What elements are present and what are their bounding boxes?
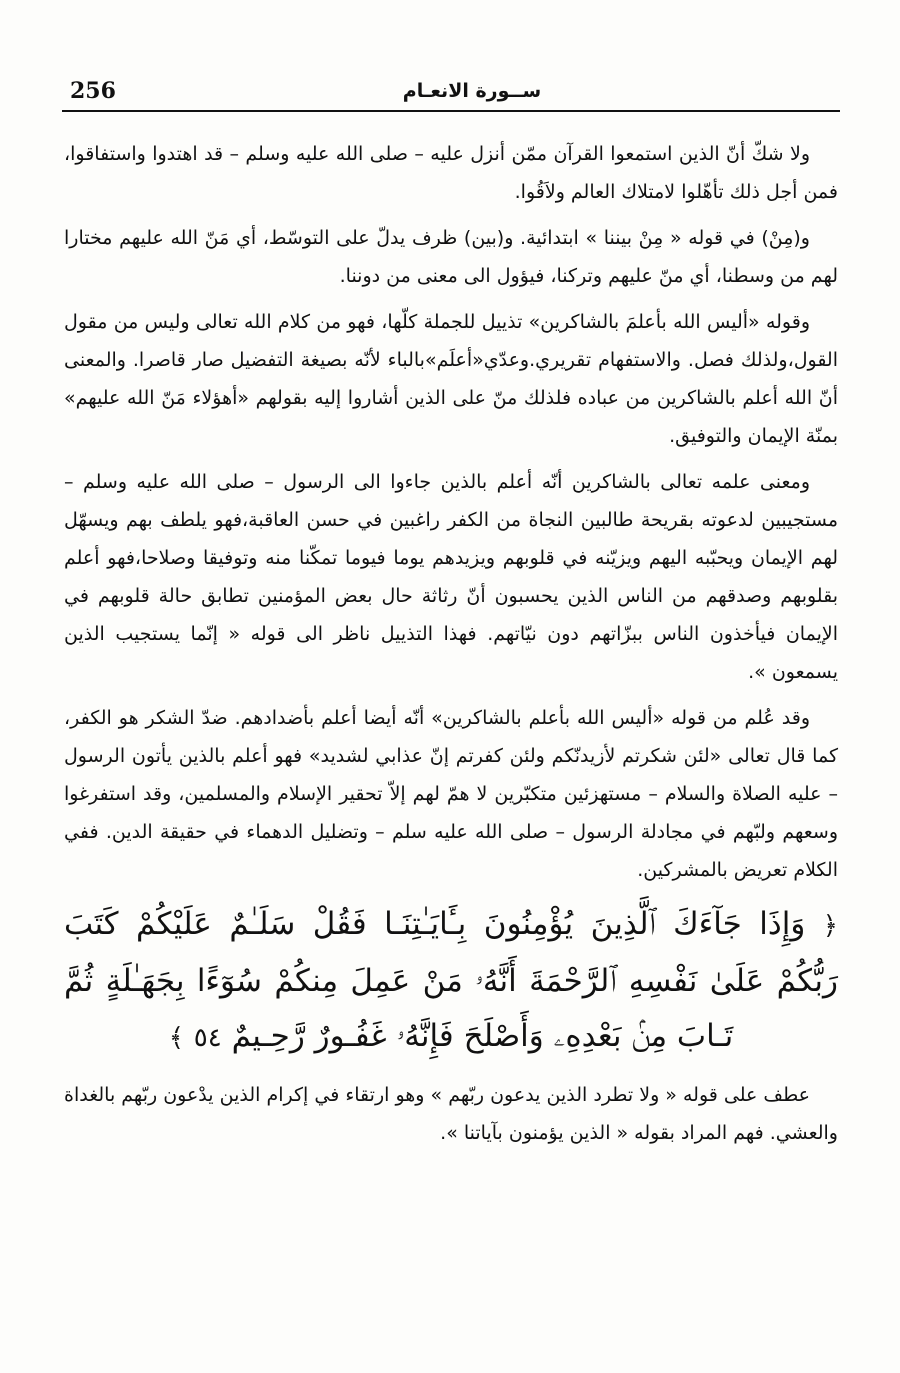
page-number: 256 xyxy=(70,78,116,104)
verse-text: وَإِذَا جَآءَكَ ٱلَّذِينَ يُؤْمِنُونَ بِـَٔايَـٰتِنَـا فَقُلْ سَلَـٰمٌ عَلَيْكُمْ كَتَبَ رَبُّكُمْ عَلَىٰ نَفْسِهِ ٱلرَّحْمَةَ أَنَّهُۥ مَنْ عَمِلَ مِنكُمْ سُوٓءًا بِجَهَـٰلَةٍ ثُمَّ تَـابَ مِنۢ بَعْدِهِۦ وَأَصْلَحَ فَإِنَّهُۥ غَفُـورٌ رَّحِـيمٌ xyxy=(64,906,838,1054)
paragraph-3: وقوله «أليس الله بأعلمَ بالشاكرين» تذييل للجملة كلّها، فهو من كلام الله تعالى وليس من مقول القول،ولذلك فصل. والاستفهام تقريري.وعدّي«أعلَم»بالباء لأنّه بصيغة التفضيل صار قاصرا. والمعنى أنّ الله أعلم بالشاكرين من عباده فلذلك منّ على الذين أشاروا إليه بقولهم «أهؤلاء مَنّ الله عليهم» بمنّة الإيمان والتوفيق. xyxy=(64,311,838,447)
page-content xyxy=(64,135,838,1160)
verse-open-ornament: ﴿ xyxy=(822,911,838,941)
verse-number: ٥٤ xyxy=(193,1023,222,1053)
page-header xyxy=(62,76,840,112)
verse-close-ornament: ﴾ xyxy=(168,1023,184,1053)
paragraph-4: ومعنى علمه تعالى بالشاكرين أنّه أعلم بالذين جاءوا الى الرسول – صلى الله عليه وسلم – مستجيبين لدعوته بقريحة طالبين النجاة من الكفر راغبين في حسن العاقبة،فهو يلطف بهم ويسهّل لهم الإيمان ويحبّبه اليهم ويزيّنه في قلوبهم ويزيدهم يوما فيوما تمكّنا منه وتوفيقا وصلاحا،فهو أعلم بقلوبهم وصدقهم من الناس الذين يحسبون أنّ رثاثة حال بعض المؤمنين تطابق حالة قلوبهم في الإيمان فيأخذون الناس ببزّاتهم دون نيّاتهم. فهذا التذييل ناظر الى قوله « إنّما يستجيب الذين يسمعون ». xyxy=(64,471,838,683)
surah-title: ســورة الانعـام xyxy=(402,80,542,102)
paragraph-2: و(مِنْ) في قوله « مِنْ بيننا » ابتدائية. و(بين) ظرف يدلّ على التوسّط، أي مَنّ الله عليهم مختارا لهم من وسطنا، أي منّ عليهم وتركنا، فيؤول الى معنى من دوننا. xyxy=(64,227,838,287)
paragraph-5: وقد عُلم من قوله «أليس الله بأعلم بالشاكرين» أنّه أيضا أعلم بأضدادهم. ضدّ الشكر هو الكفر، كما قال تعالى «لئن شكرتم لأزيدنّكم ولئن كفرتم إنّ عذابي لشديد» فهو أعلم بالذين يأتون الرسول – عليه الصلاة والسلام – مستهزئين متكبّرين لا همّ لهم إلاّ تحقير الإسلام والمسلمين، وقد استفرغوا وسعهم ولبّهم في مجادلة الرسول – صلى الله عليه سلم – وتضليل الدهماء في حقيقة الدين. ففي الكلام تعريض بالمشركين. xyxy=(64,707,838,881)
paragraph-1: ولا شكّ أنّ الذين استمعوا القرآن ممّن أنزل عليه – صلى الله عليه وسلم – قد اهتدوا واستفاقوا، فمن أجل ذلك تأهّلوا لامتلاك العالم ولاَقُوا. xyxy=(64,143,838,203)
closing-paragraph: عطف على قوله « ولا تطرد الذين يدعون ربّهم » وهو ارتقاء في إكرام الذين يدْعون ربّهم بالغداة والعشي. فهم المراد بقوله « الذين يؤمنون بآياتنا ». xyxy=(64,1084,838,1144)
quran-verse xyxy=(64,897,838,1066)
